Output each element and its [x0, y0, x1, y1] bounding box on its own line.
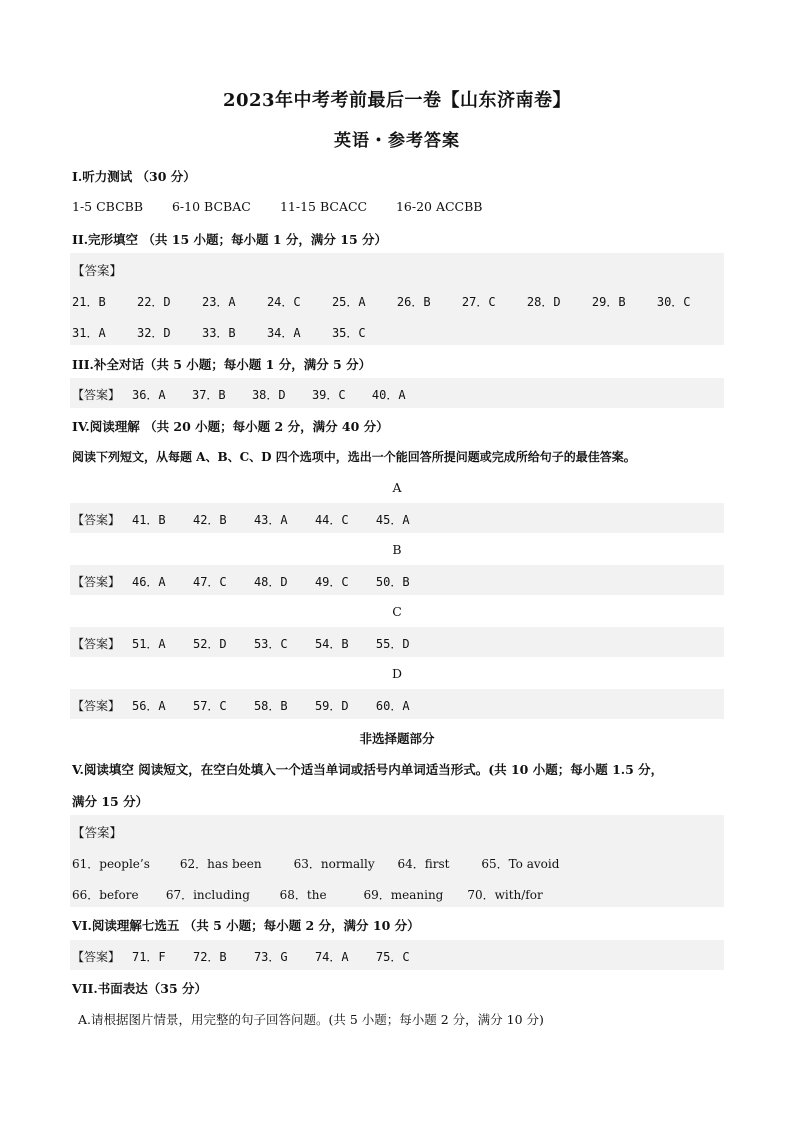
answer-item: 43．A — [253, 513, 288, 527]
answer-item: 66．before — [72, 888, 139, 902]
answer-item: 68．the — [279, 888, 327, 902]
answer-item: 50．B — [375, 575, 410, 589]
section-5-row-2 — [72, 886, 543, 903]
answer-item: 46．A — [131, 575, 166, 589]
answer-item: 62．has been — [179, 857, 262, 871]
answer-group: 11-15 BCACC — [279, 199, 368, 214]
section-4-heading: IV.阅读理解 （共 20 小题；每小题 2 分，满分 40 分） — [72, 419, 389, 434]
answer-item: 39．C — [311, 388, 346, 402]
answer-item: 69．meaning — [363, 888, 444, 902]
section-6-heading: VI.阅读理解七选五 （共 5 小题；每小题 2 分，满分 10 分） — [72, 918, 420, 933]
answer-item: 60．A — [375, 699, 410, 713]
passage-d-answers — [72, 697, 410, 714]
answer-item: 67．including — [165, 888, 250, 902]
answer-item: 47．C — [192, 575, 227, 589]
answer-item: 23．A — [201, 295, 236, 309]
passage-c-answers — [72, 635, 410, 652]
answer-item: 65．To avoid — [481, 857, 560, 871]
answer-item: 28．D — [526, 295, 561, 309]
answer-item: 56．A — [131, 699, 166, 713]
section-2-row-2 — [72, 324, 366, 341]
answer-item: 64．first — [397, 857, 450, 871]
answer-item: 34．A — [266, 326, 301, 340]
section-6-answers — [72, 948, 410, 965]
passage-letter: A — [392, 480, 402, 495]
answer-item: 61．people’s — [72, 857, 150, 871]
answer-item: 49．C — [314, 575, 349, 589]
passage-letter: B — [392, 542, 402, 557]
page-subtitle: 英语・参考答案 — [334, 131, 460, 151]
passage-a-answers — [72, 511, 410, 528]
answer-item: 42．B — [192, 513, 227, 527]
section-3-heading: III.补全对话（共 5 小题；每小题 1 分，满分 5 分） — [72, 357, 372, 372]
answer-item: 48．D — [253, 575, 288, 589]
passage-b-answers — [72, 573, 410, 590]
section-7-heading: VII.书面表达（35 分） — [72, 981, 207, 996]
answer-group: 16-20 ACCBB — [395, 199, 483, 214]
answer-item: 72．B — [192, 950, 227, 964]
answer-item: 32．D — [136, 326, 171, 340]
answer-label: 【答案】 — [72, 513, 121, 527]
answer-item: 59．D — [314, 699, 349, 713]
answer-item: 51．A — [131, 637, 166, 651]
passage-letter: D — [391, 666, 403, 681]
answer-item: 70．with/for — [467, 888, 543, 902]
answer-item: 58．B — [253, 699, 288, 713]
answer-item: 41．B — [131, 513, 166, 527]
answer-item: 29．B — [591, 295, 626, 309]
answer-item: 44．C — [314, 513, 349, 527]
section-3-answers — [72, 386, 406, 403]
section-4-instruction: 阅读下列短文，从每题 A、B、C、D 四个选项中，选出一个能回答所提问题或完成所给句子的最佳答案。 — [72, 450, 636, 464]
answer-label: 【答案】 — [72, 637, 121, 651]
answer-item: 26．B — [396, 295, 431, 309]
answer-item: 33．B — [201, 326, 236, 340]
answer-item: 75．C — [375, 950, 410, 964]
answer-label: 【答案】 — [72, 699, 121, 713]
section-7-part-a: A.请根据图片情景，用完整的句子回答问题。(共 5 小题；每小题 2 分，满分 10 分) — [78, 1012, 544, 1027]
section-1-heading: I.听力测试 （30 分） — [72, 169, 196, 184]
answer-item: 63．normally — [293, 857, 375, 871]
answer-label: 【答案】 — [72, 825, 123, 840]
answer-item: 21．B — [72, 295, 106, 309]
answer-item: 37．B — [191, 388, 226, 402]
answer-item: 71．F — [131, 950, 166, 964]
answer-item: 40．A — [371, 388, 406, 402]
answer-label: 【答案】 — [72, 263, 123, 278]
page-title: 2023年中考考前最后一卷【山东济南卷】 — [222, 90, 572, 111]
answer-item: 38．D — [251, 388, 286, 402]
section-5-heading: V.阅读填空 阅读短文，在空白处填入一个适当单词或括号内单词适当形式。(共 10 小题；每小题 1.5 分， — [72, 762, 664, 777]
answer-label: 【答案】 — [72, 388, 121, 402]
answer-label: 【答案】 — [72, 950, 121, 964]
answer-item: 74．A — [314, 950, 349, 964]
answer-group: 6-10 BCBAC — [171, 199, 251, 214]
answer-item: 30．C — [656, 295, 691, 309]
answer-item: 45．A — [375, 513, 410, 527]
answer-item: 25．A — [331, 295, 366, 309]
answer-item: 54．B — [314, 637, 349, 651]
answer-group: 1-5 CBCBB — [72, 199, 144, 214]
answer-item: 22．D — [136, 295, 171, 309]
answer-item: 57．C — [192, 699, 227, 713]
section-1-answers — [72, 199, 483, 214]
answer-item: 35．C — [331, 326, 366, 340]
answer-item: 27．C — [461, 295, 496, 309]
answer-item: 52．D — [192, 637, 227, 651]
section-2-row-1 — [72, 293, 691, 310]
answer-item: 36．A — [131, 388, 166, 402]
answer-item: 73．G — [253, 950, 288, 964]
answer-item: 53．C — [253, 637, 288, 651]
section-5-heading-cont: 满分 15 分） — [72, 794, 149, 809]
passage-letter: C — [392, 604, 402, 619]
nonchoice-heading: 非选择题部分 — [359, 731, 435, 746]
answer-item: 55．D — [375, 637, 410, 651]
answer-label: 【答案】 — [72, 575, 121, 589]
answer-item: 24．C — [266, 295, 301, 309]
section-5-row-1 — [72, 855, 559, 872]
section-2-heading: II.完形填空 （共 15 小题；每小题 1 分，满分 15 分） — [72, 232, 387, 247]
answer-item: 31．A — [72, 326, 106, 340]
